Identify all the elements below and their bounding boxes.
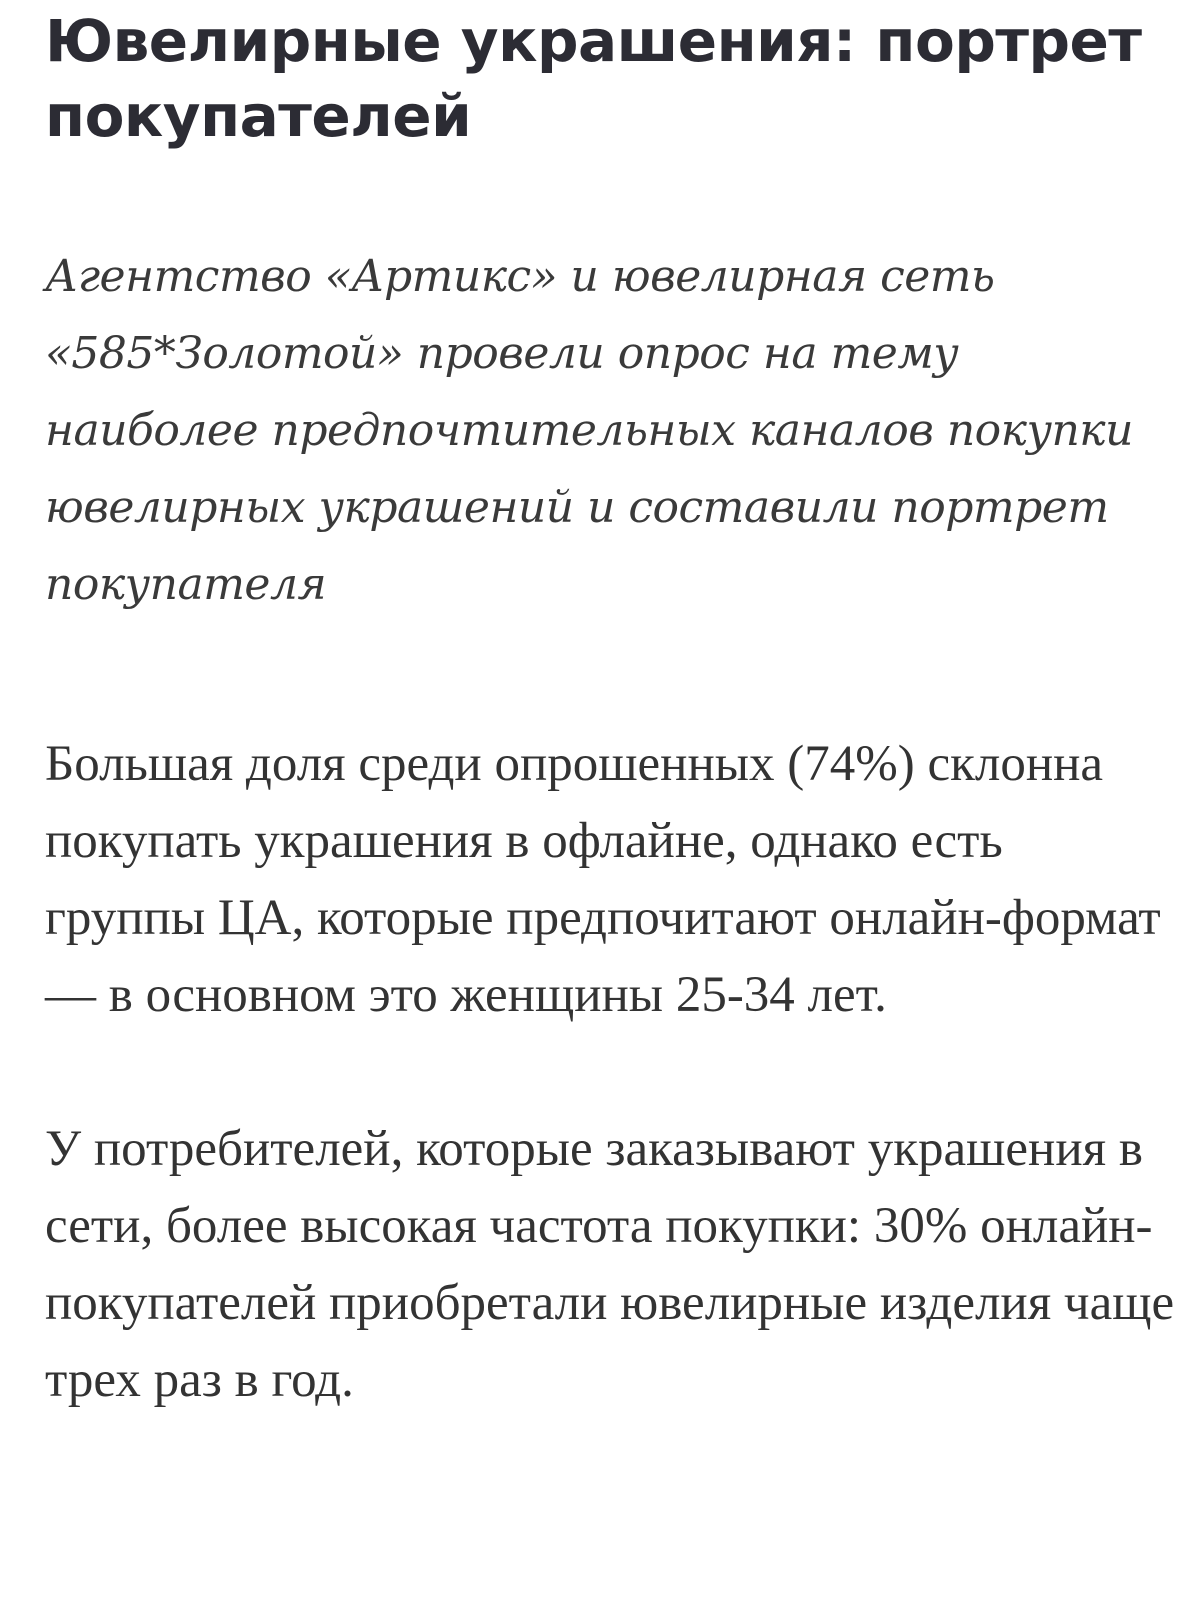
article-paragraph-1: Большая доля среди опрошенных (74%) склонна покупать украшения в офлайне, однако есть группы ЦА, которые предпочитают онлайн-формат — в основном это женщины 25-34 лет. bbox=[45, 736, 1161, 1023]
article-title: Ювелирные украшения: портрет покупателей bbox=[45, 7, 1142, 150]
article-paragraph-2: У потребителей, которые заказывают украшения в сети, более высокая частота покупки: 30% онлайн-покупателей приобретали ювелирные изделия чаще трех раз в год. bbox=[45, 1121, 1175, 1408]
article bbox=[45, 0, 1175, 1419]
article-lead: Агентство «Артикс» и ювелирная сеть «585*Золотой» провели опрос на тему наиболее предпочтительных каналов покупки ювелирных украшений и составили портрет покупателя bbox=[45, 251, 1133, 610]
